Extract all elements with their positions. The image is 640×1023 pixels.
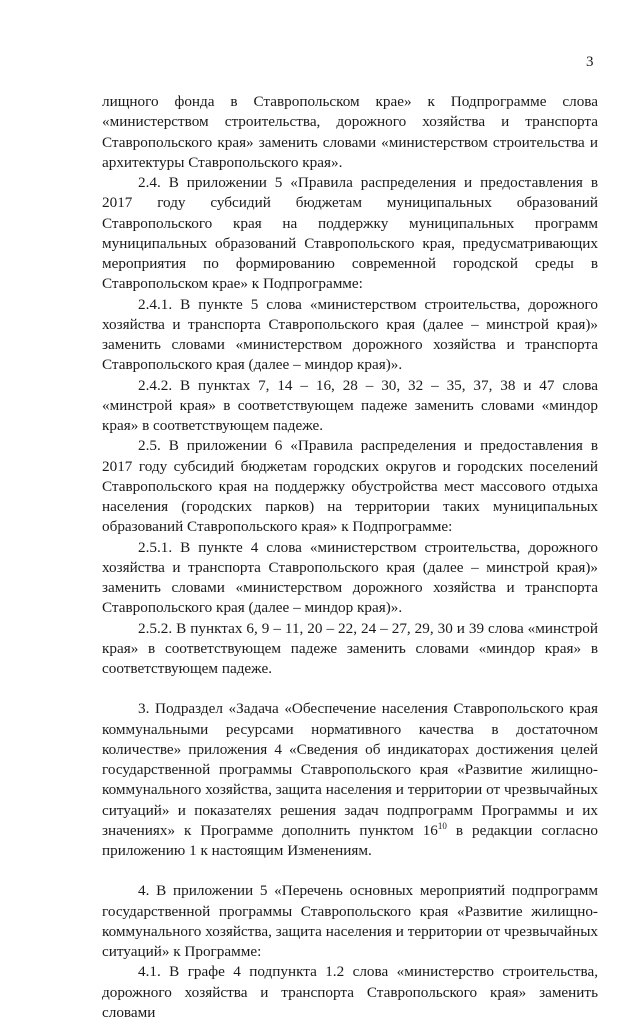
paragraph-3 bbox=[102, 699, 598, 861]
document-body bbox=[102, 92, 598, 1023]
paragraph-3-text-after: в редакции согласно приложению 1 к настоящим Изменениям. bbox=[102, 821, 598, 859]
paragraph-3-superscript: 10 bbox=[437, 820, 447, 831]
paragraph-2-4: 2.4. В приложении 5 «Правила распределения и предоставления в 2017 году субсидий бюджетам муниципальных образований Ставропольского края на поддержку муниципальных программ муниципальных образований Ставропольского края, предусматривающих мероприятия по формированию современной городской среды в Ставропольском крае» к Подпрограмме: bbox=[102, 174, 598, 293]
paragraph-3-text-before: 3. Подраздел «Задача «Обеспечение населения Ставропольского края коммунальными ресурсами нормативного качества в достаточном количестве» приложения 4 «Сведения об индикаторах достижения целей государственной программы Ставропольского края «Развитие жилищно-коммунального хозяйства, защита населения и территории от чрезвычайных ситуаций» и показателях решения задач подпрограмм Программы и их значениях» к Программе дополнить пунктом 16 bbox=[102, 700, 598, 839]
paragraph-continuation: лищного фонда в Ставропольском крае» к Подпрограмме слова «министерством строительства, дорожного хозяйства и транспорта Ставропольского края» заменить словами «министерством строительства и архитектуры Ставропольского края». bbox=[102, 93, 598, 171]
paragraph-2-4-1: 2.4.1. В пункте 5 слова «министерством строительства, дорожного хозяйства и транспорта Ставропольского края (далее – минстрой края)» заменить словами «министерством дорожного хозяйства и транспорта Ставропольского края (далее – миндор края)». bbox=[102, 295, 598, 374]
paragraph-2-4-2: 2.4.2. В пунктах 7, 14 – 16, 28 – 30, 32 – 35, 37, 38 и 47 слова «минстрой края» в соответствующем падеже заменить словами «миндор края» в соответствующем падеже. bbox=[102, 376, 598, 434]
paragraph-2-5: 2.5. В приложении 6 «Правила распределения и предоставления в 2017 году субсидий бюджетам городских округов и городских поселений Ставропольского края на поддержку обустройства мест массового отдыха населения (городских парков) на территории таких муниципальных образований Ставропольского края» к Подпрограмме: bbox=[102, 437, 598, 536]
paragraph-2-5-1: 2.5.1. В пункте 4 слова «министерством строительства, дорожного хозяйства и транспорта Ставропольского края (далее – минстрой края)» заменить словами «министерством дорожного хозяйства и транспорта Ставропольского края (далее – миндор края)». bbox=[102, 538, 598, 617]
paragraph-4: 4. В приложении 5 «Перечень основных мероприятий подпрограмм государственной программы Ставропольского края «Развитие жилищно-коммунального хозяйства, защита населения и территории от чрезвычайных ситуаций» к Программе: bbox=[102, 882, 598, 960]
page-number: 3 bbox=[586, 54, 594, 70]
paragraph-4-1: 4.1. В графе 4 подпункта 1.2 слова «министерство строительства, дорожного хозяйства и транспорта Ставропольского края» заменить словами bbox=[102, 963, 598, 1021]
paragraph-2-5-2: 2.5.2. В пунктах 6, 9 – 11, 20 – 22, 24 – 27, 29, 30 и 39 слова «минстрой края» в соответствующем падеже заменить словами «миндор края» в соответствующем падеже. bbox=[102, 619, 598, 677]
